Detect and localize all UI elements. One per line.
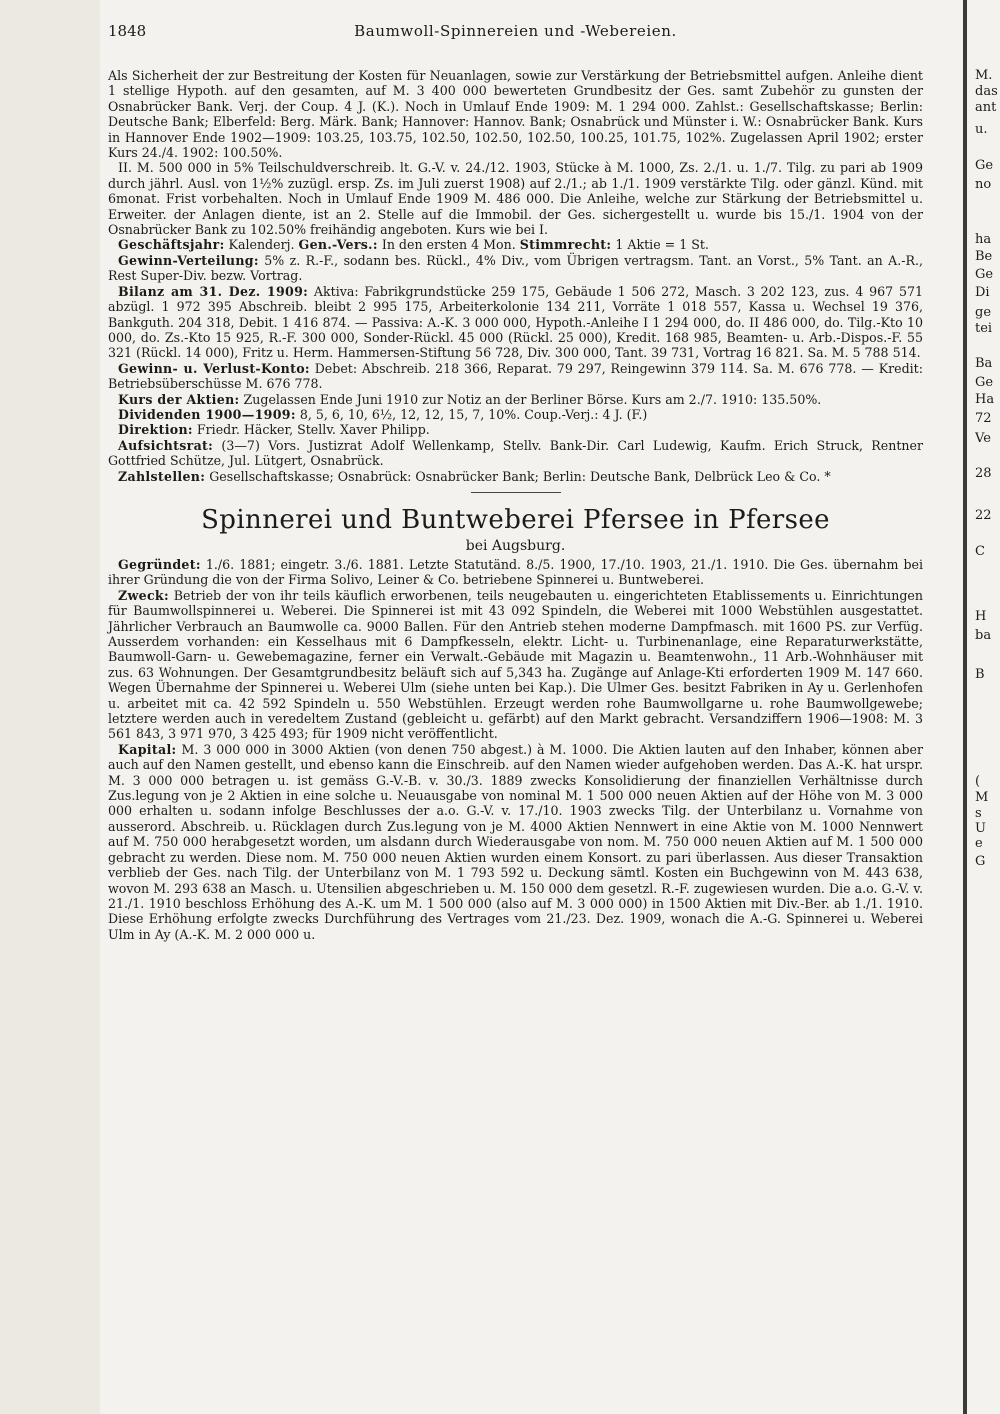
adjacent-page-fragment: H	[975, 609, 987, 624]
dividends-paragraph	[108, 407, 923, 422]
adjacent-page-fragment: ba	[975, 628, 992, 643]
adjacent-page-fragment: 28	[975, 466, 992, 481]
adjacent-page-fragment: ge	[975, 305, 992, 320]
adjacent-page-fragment: Ü	[975, 821, 986, 836]
aufsichtsrat-label: Aufsichtsrat:	[118, 437, 214, 453]
bilanz-label: Bilanz am 31. Dez. 1909:	[118, 283, 309, 299]
zweck-value: Betrieb der von ihr teils käuflich erworbenen, teils neugebauten u. eingerichteten Etablissements u. Einrichtungen für Baumwollspinnerei u. Weberei. Die Spinnerei ist mit 43 092 Spindeln, die Weberei mit 1000 Webstühlen ausgestattet. Jährlicher Verbrauch an Baumwolle ca. 9000 Ballen. Für den Antrieb stehen moderne Dampfmasch. mit 1600 PS. zur Verfüg. Ausserdem vorhanden: ein Kesselhaus mit 6 Dampfkesseln, elektr. Licht- u. Turbinenanlage, eine Reparaturwerkstätte, Baumwoll-Garn- u. Gewebemagazine, ferner ein Verwalt.-Gebäude mit Magazin u. Beamtenwohn., 11 Arb.-Wohnhäuser mit zus. 63 Wohnungen. Der Gesamtgrundbesitz beläuft sich auf 5,343 ha. Zugänge auf Anlage-Kti erforderten 1909 M. 147 660. Wegen Übernahme der Spinnerei u. Weberei Ulm (siehe unten bei Kap.). Die Ulmer Ges. besitzt Fabriken in Ay u. Gerlenhofen u. arbeitet mit ca. 42 592 Spindeln u. 550 Webstühlen. Erzeugt werden rohe Baumwollgarne u. rohe Baumwollgewebe; letztere werden auch in veredeltem Zustand (gebleicht u. gefärbt) auf den Markt gebracht. Versandziffern 1906—1908: M. 3 561 843, 3 971 970, 3 425 493; für 1909 nicht veröffentlicht.	[108, 587, 923, 742]
adjacent-page-fragment: (	[975, 774, 981, 789]
guv-value: Debet: Abschreib. 218 366, Reparat. 79 297, Reingewinn 379 114. Sa. M. 676 778. — Kredit: Betriebsüberschüsse M. 676 778.	[108, 360, 923, 392]
balance-sheet-paragraph	[108, 284, 923, 361]
section-divider	[471, 492, 561, 493]
scan-margin	[0, 0, 100, 1414]
adjacent-page-fragment: Ve	[975, 431, 991, 446]
page-header	[108, 20, 923, 42]
capital-paragraph	[108, 742, 923, 942]
founding-paragraph	[108, 557, 923, 588]
zweck-label: Zweck:	[118, 587, 169, 603]
dividenden-value: 8, 5, 6, 10, 6½, 12, 12, 15, 7, 10%. Coup.-Verj.: 4 J. (F.)	[299, 406, 648, 422]
stimmrecht-label: Stimmrecht:	[519, 237, 612, 253]
adjacent-page-fragment: Ge	[975, 267, 994, 282]
loan-two-paragraph: II. M. 500 000 in 5% Teilschuldverschreib. lt. G.-V. v. 24./12. 1903, Stücke à M. 1000, Zs. 2./1. u. 1./7. Tilg. zu pari ab 1909 durch jährl. Ausl. von 1½% zuzügl. ersp. Zs. im Juli zuerst 1908) auf 2./1.; ab 1./1. 1909 verstärkte Tilg. oder gänzl. Künd. mit 6monat. Frist vorbehalten. Noch in Umlauf Ende 1909 M. 486 000. Die Anleihe, welche zur Stärkung der Betriebsmittel u. Erweiter. der Anlagen diente, ist an 2. Stelle auf die Immobil. der Ges. sichergestellt u. wurde bis 15./1. 1904 von der Osnabrücker Bank zu 102.50% freihändig angeboten. Kurs wie bei I.	[108, 160, 923, 238]
kapital-label: Kapital:	[118, 741, 177, 757]
adjacent-page-fragment: das	[975, 84, 998, 99]
gewinnvert-label: Gewinn-Verteilung:	[118, 252, 259, 268]
dividenden-label: Dividenden 1900—1909:	[118, 406, 296, 422]
running-title: Baumwoll-Spinnereien und -Webereien.	[354, 22, 677, 40]
zahlstellen-value: Gesellschaftskasse; Osnabrück: Osnabrücker Bank; Berlin: Deutsche Bank, Delbrück Leo & Co. *	[209, 468, 831, 484]
adjacent-page-fragment: Ba	[975, 356, 993, 371]
genvers-label: Gen.-Vers.:	[298, 237, 378, 253]
supervisory-board-paragraph	[108, 438, 923, 469]
company-title: Spinnerei und Buntweberei Pfersee in Pfersee	[201, 504, 830, 535]
adjacent-page-fragment: ha	[975, 232, 992, 247]
paying-agents-paragraph	[108, 469, 923, 484]
adjacent-page-fragment: G	[975, 854, 986, 869]
page-gutter	[963, 0, 967, 1414]
share-price-paragraph	[108, 392, 923, 407]
kurs-label: Kurs der Aktien:	[118, 391, 240, 407]
gegruendet-label: Gegründet:	[118, 556, 201, 572]
bilanz-value: Aktiva: Fabrikgrundstücke 259 175, Gebäude 1 506 272, Masch. 3 202 123, zus. 4 967 571 abzügl. 1 972 395 Abschreib. bleibt 2 995 175, Arbeiterkolonie 134 211, Vorräte 1 018 557, Kassa u. Wechsel 19 376, Bankguth. 204 318, Debit. 1 416 874. — Passiva: A.-K. 3 000 000, Hypoth.-Anleihe I 1 294 000, do. II 486 000, do. Tilg.-Kto 10 000, do. Zs.-Kto 15 925, R.-F. 300 000, Sonder-Rückl. 45 000 (Rückl. 25 000), Kredit. 168 985, Beamten- u. Arb.-Dispos.-F. 55 321 (Rückl. 14 000), Fritz u. Herm. Hammersen-Stiftung 56 728, Div. 300 000, Tant. 39 731, Vortrag 16 821. Sa. M. 5 788 514.	[108, 283, 923, 361]
adjacent-page-fragment: M	[975, 790, 989, 805]
company-subtitle: bei Augsburg.	[465, 537, 566, 554]
adjacent-page-fragment: Ge	[975, 375, 994, 390]
adjacent-page-fragment: Be	[975, 249, 993, 264]
adjacent-page-fragment: e	[975, 836, 983, 851]
direktion-label: Direktion:	[118, 422, 193, 438]
geschaeftsjahr-label: Geschäftsjahr:	[118, 237, 225, 253]
kapital-value: M. 3 000 000 in 3000 Aktien (von denen 750 abgest.) à M. 1000. Die Aktien lauten auf den Inhaber, können aber auch auf den Namen gestellt, und ebenso kann die Einschreib. auf den Namen wieder aufgehoben werden. Das A.-K. hat urspr. M. 3 000 000 betragen u. ist gemäss G.-V.-B. v. 30./3. 1889 zwecks Konsolidierung der finanziellen Verhältnisse durch Zus.legung von je 2 Aktien in eine solche u. Neuausgabe von nominal M. 1 500 000 neuen Aktien auf der Höhe von M. 3 000 000 erhalten u. sodann infolge Beschlusses der a.o. G.-V. v. 17./10. 1903 zwecks Tilg. der Unterbilanz u. Vornahme von ausserord. Abschreib. u. Rücklagen durch Zus.legung von je M. 4000 Aktien Nennwert in eine Aktie von M. 1000 Nennwert auf M. 750 000 herabgesetzt worden, um alsdann durch Wiederausgabe von nom. M. 750 000 neuen Aktien auf M. 1 500 000 gebracht zu werden. Diese nom. M. 750 000 neuen Aktien wurden einem Konsort. zu pari überlassen. Aus dieser Transaktion verblieb der Ges. nach Tilg. der Unterbilanz von M. 1 793 592 u. Deckung sämtl. Kosten ein Buchgewinn von M. 443 638, wovon M. 293 638 an Masch. u. Utensilien abgeschrieben u. M. 150 000 dem gesetzl. R.-F. zugewiesen wurden. Die a.o. G.-V. v. 21./1. 1910 beschloss Erhöhung des A.-K. um M. 1 500 000 (also auf M. 3 000 000) in 1500 Aktien mit Div.-Ber. ab 1./1. 1910. Diese Erhöhung erfolgte zwecks Durchführung des Vertrages vom 21./23. Dez. 1909, wonach die A.-G. Spinnerei u. Weberei Ulm in Ay (A.-K. M. 2 000 000 u.	[108, 741, 923, 942]
adjacent-page-fragment: C	[975, 544, 985, 559]
adjacent-page-fragment: s	[975, 806, 982, 821]
aufsichtsrat-value: (3—7) Vors. Justizrat Adolf Wellenkamp, Stellv. Bank-Dir. Carl Ludewig, Kaufm. Erich Struck, Rentner Gottfried Schütze, Jul. Lütgert, Osnabrück.	[108, 437, 923, 469]
profit-loss-paragraph	[108, 361, 923, 392]
genvers-value: In den ersten 4 Mon.	[381, 237, 516, 253]
gegruendet-value: 1./6. 1881; eingetr. 3./6. 1881. Letzte Statutänd. 8./5. 1900, 17./10. 1903, 21./1. 1910. Die Ges. übernahm bei ihrer Gründung die von der Firma Solivo, Leiner & Co. betriebene Spinnerei u. Buntweberei.	[108, 556, 923, 588]
profit-distribution-paragraph	[108, 253, 923, 284]
adjacent-page-fragment: B	[975, 667, 985, 682]
adjacent-page-fragment: 72	[975, 411, 992, 426]
zahlstellen-label: Zahlstellen:	[118, 468, 206, 484]
adjacent-page-fragment: tei	[975, 321, 993, 336]
adjacent-page-fragment: u.	[975, 122, 988, 137]
directors-paragraph	[108, 422, 923, 437]
adjacent-page-fragment: Di	[975, 285, 990, 300]
adjacent-page-fragment: Ha	[975, 392, 995, 407]
purpose-paragraph	[108, 588, 923, 742]
page-number: 1848	[108, 22, 147, 40]
kurs-value: Zugelassen Ende Juni 1910 zur Notiz an der Berliner Börse. Kurs am 2./7. 1910: 135.50%.	[243, 391, 822, 407]
stimmrecht-value: 1 Aktie = 1 St.	[615, 237, 709, 253]
fiscal-meeting-vote-line	[108, 237, 923, 252]
loan-one-paragraph: Als Sicherheit der zur Bestreitung der Kosten für Neuanlagen, sowie zur Verstärkung der Betriebsmittel aufgen. Anleihe dient 1 stellige Hypoth. auf den gesamten, auf M. 3 400 000 bewerteten Grundbesitz der Ges. samt Zubehör zu gunsten der Osnabrücker Bank. Verj. der Coup. 4 J. (K.). Noch in Umlauf Ende 1909: M. 1 294 000. Zahlst.: Gesellschaftskasse; Berlin: Deutsche Bank; Elberfeld: Berg. Märk. Bank; Hannover: Hannov. Bank; Osnabrück und Münster i. W.: Osnabrücker Bank. Kurs in Hannover Ende 1902—1909: 103.25, 103.75, 102.50, 102.50, 102.50, 100.25, 101.75, 102%. Zugelassen April 1902; erster Kurs 24./4. 1902: 100.50%.	[108, 68, 923, 161]
adjacent-page-fragment: no	[975, 177, 992, 192]
adjacent-page-fragment: M.	[975, 68, 993, 83]
adjacent-page-fragment: ant	[975, 100, 997, 115]
geschaeftsjahr-value: Kalenderj.	[228, 237, 295, 253]
adjacent-page-fragment: Ge	[975, 158, 994, 173]
guv-label: Gewinn- u. Verlust-Konto:	[118, 360, 310, 376]
text-column	[108, 68, 923, 942]
direktion-value: Friedr. Häcker, Stellv. Xaver Philipp.	[196, 422, 430, 438]
gewinnvert-value: 5% z. R.-F., sodann bes. Rückl., 4% Div., vom Übrigen vertragsm. Tant. an Vorst., 5% Tant. an A.-R., Rest Super-Div. bezw. Vortrag.	[108, 252, 923, 284]
adjacent-page-fragment: 22	[975, 508, 992, 523]
